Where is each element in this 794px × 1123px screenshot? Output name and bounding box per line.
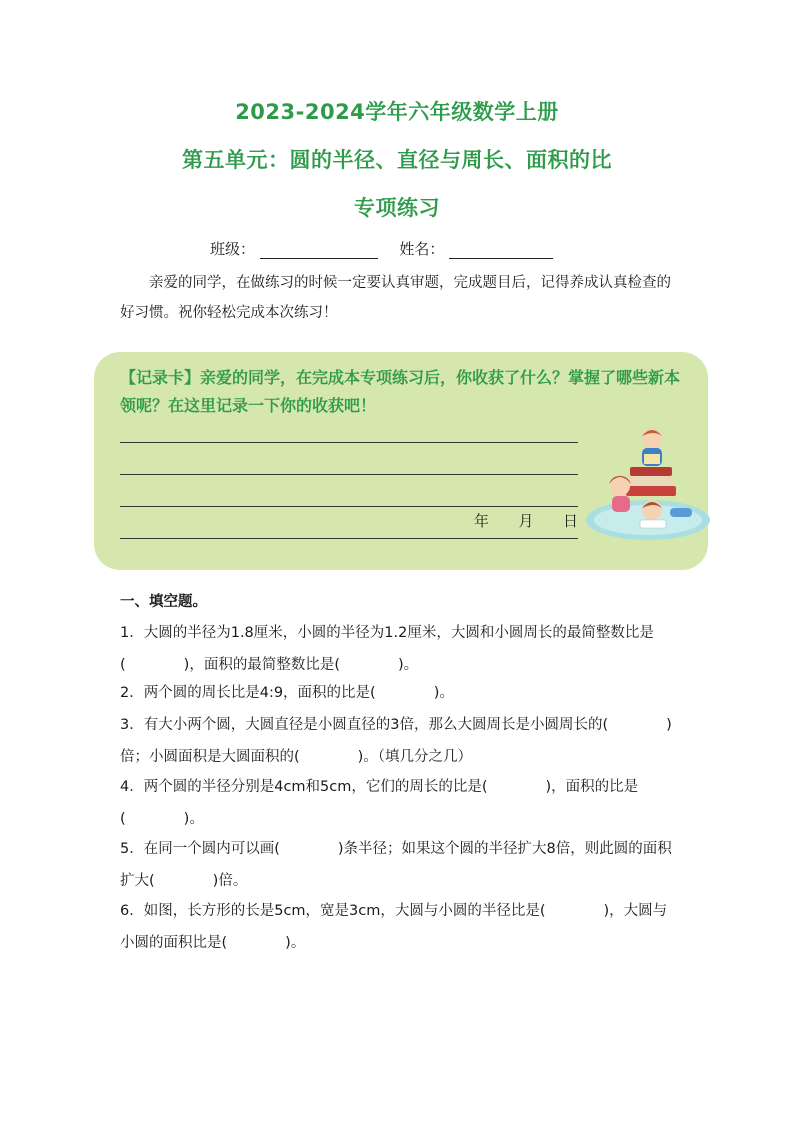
question-4: 4．两个圆的半径分别是4cm和5cm，它们的周长的比是( )，面积的比是( )。 (120, 779, 639, 827)
open-book (640, 520, 666, 528)
record-line[interactable] (120, 538, 578, 539)
class-label: 班级： (210, 240, 256, 258)
section-title: 一、填空题。 (120, 594, 207, 610)
question-5: 5．在同一个圆内可以画( )条半径；如果这个圆的半径扩大8倍，则此圆的面积扩大( )倍。 (120, 841, 672, 889)
worksheet-title: 2023-2024学年六年级数学上册 (235, 100, 559, 124)
record-line[interactable] (120, 506, 578, 507)
question-6: 6．如图，长方形的长是5cm，宽是3cm，大圆与小圆的半径比是( )，大圆与小圆的面积比是( )。 (120, 903, 668, 951)
record-date (474, 510, 578, 531)
year-label: 年 (474, 512, 490, 530)
record-line[interactable] (120, 442, 578, 443)
month-label: 月 (518, 512, 534, 530)
class-blank[interactable] (260, 240, 378, 259)
name-blank[interactable] (449, 240, 553, 259)
boy-book (644, 454, 660, 464)
record-line[interactable] (120, 474, 578, 475)
intro-paragraph: 亲爱的同学，在做练习的时候一定要认真审题，完成题目后，记得养成认真检查的好习惯。祝你轻松完成本次练习！ (120, 275, 671, 321)
unit-title: 第五单元：圆的半径、直径与周长、面积的比 (182, 148, 612, 172)
exercise-subtitle: 专项练习 (354, 196, 440, 220)
question-1: 1．大圆的半径为1.8厘米，小圆的半径为1.2厘米，大圆和小圆周长的最简整数比是( )，面积的最简整数比是( )。 (120, 625, 654, 673)
name-label: 姓名： (399, 240, 445, 258)
day-label: 日 (562, 512, 578, 530)
book-cream (628, 476, 674, 486)
student-info-row (210, 238, 553, 259)
child-legs (670, 508, 692, 517)
record-card (94, 352, 708, 570)
question-3: 3．有大小两个圆，大圆直径是小圆直径的3倍，那么大圆周长是小圆周长的( )倍；小圆面积是大圆面积的( )。（填几分之几） (120, 717, 672, 765)
book-top (630, 467, 672, 476)
record-card-text: 【记录卡】亲爱的同学，在完成本专项练习后，你收获了什么？掌握了哪些新本领呢？在这里记录一下你的收获吧！ (120, 368, 681, 415)
question-2: 2．两个圆的周长比是4:9，面积的比是( )。 (120, 685, 454, 701)
girl-dress (612, 496, 630, 512)
book-red (626, 486, 676, 496)
children-reading-illustration (582, 424, 712, 544)
